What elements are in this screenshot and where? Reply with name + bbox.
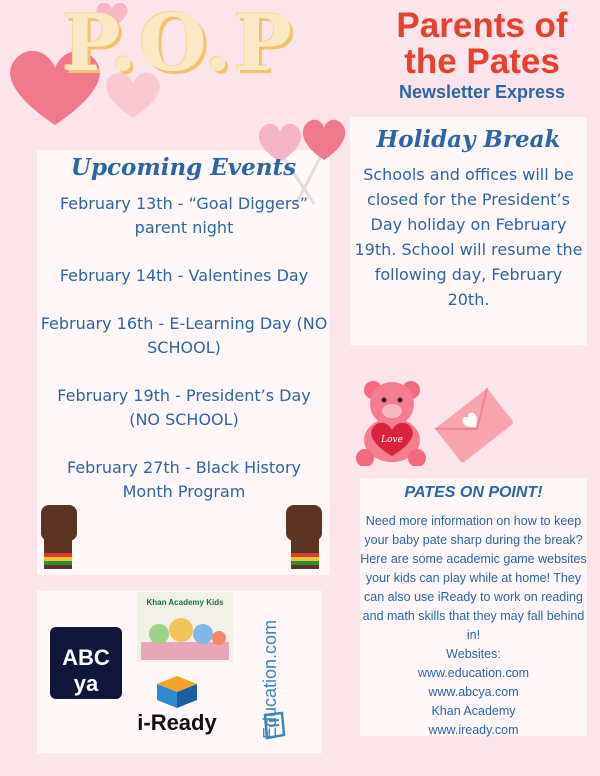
- teddy-bear-icon: [353, 378, 433, 466]
- holiday-heading: Holiday Break: [376, 126, 561, 153]
- pop-logo-text: P.O.P: [62, 0, 295, 89]
- education-book-icon: [262, 711, 288, 741]
- list-item: February 13th - “Goal Diggers” parent night: [59, 194, 309, 237]
- abcya-logo: [50, 627, 122, 699]
- raised-fist-icon: [280, 503, 328, 575]
- events-list: [40, 192, 328, 528]
- education-logo-text: Education.com: [260, 619, 280, 739]
- newsletter-title: [372, 8, 592, 80]
- raised-fist-icon: [35, 503, 83, 575]
- website-link[interactable]: www.iready.com: [428, 723, 519, 737]
- website-link[interactable]: Khan Academy: [431, 704, 516, 718]
- list-item: February 16th - E-Learning Day (NO SCHOOL): [40, 314, 328, 357]
- title-line-1: Parents of: [396, 6, 568, 45]
- website-link[interactable]: www.education.com: [417, 666, 530, 680]
- title-line-2: the Pates: [404, 42, 560, 81]
- education-com-logo: [250, 593, 310, 745]
- newsletter-subtitle: Newsletter Express: [398, 82, 566, 102]
- bear-heart-label: Love: [381, 435, 403, 445]
- list-item: February 27th - Black History Month Program: [67, 458, 301, 501]
- iready-logo: [127, 672, 227, 742]
- pates-body: [360, 512, 587, 740]
- khan-academy-kids-logo: [137, 592, 233, 662]
- khan-logo-text: Khan Academy Kids: [146, 598, 224, 607]
- website-link[interactable]: www.abcya.com: [428, 685, 519, 699]
- pates-description: Need more information on how to keep your baby pate sharp during the break? Here are some academic game websites your kids can play while at home! They can also use iReady to work on reading and math skills that they may fall behind in!: [360, 514, 587, 642]
- pates-heading: PATES ON POINT!: [404, 484, 543, 501]
- love-envelope-icon: [433, 384, 515, 466]
- iready-logo-text: i-Ready: [137, 710, 217, 735]
- websites-label: Websites:: [446, 647, 501, 661]
- list-item: February 14th - Valentines Day: [59, 266, 309, 285]
- iready-cube-icon: [149, 674, 205, 710]
- list-item: February 19th - President’s Day (NO SCHOOL): [57, 386, 311, 429]
- events-heading: Upcoming Events: [70, 154, 297, 181]
- abcya-logo-text: ABC ya: [62, 645, 110, 696]
- khan-characters-icon: [141, 612, 229, 660]
- holiday-body: Schools and offices will be closed for the President’s Day holiday on February 19th. School will resume the following day, February 20th.: [354, 165, 583, 309]
